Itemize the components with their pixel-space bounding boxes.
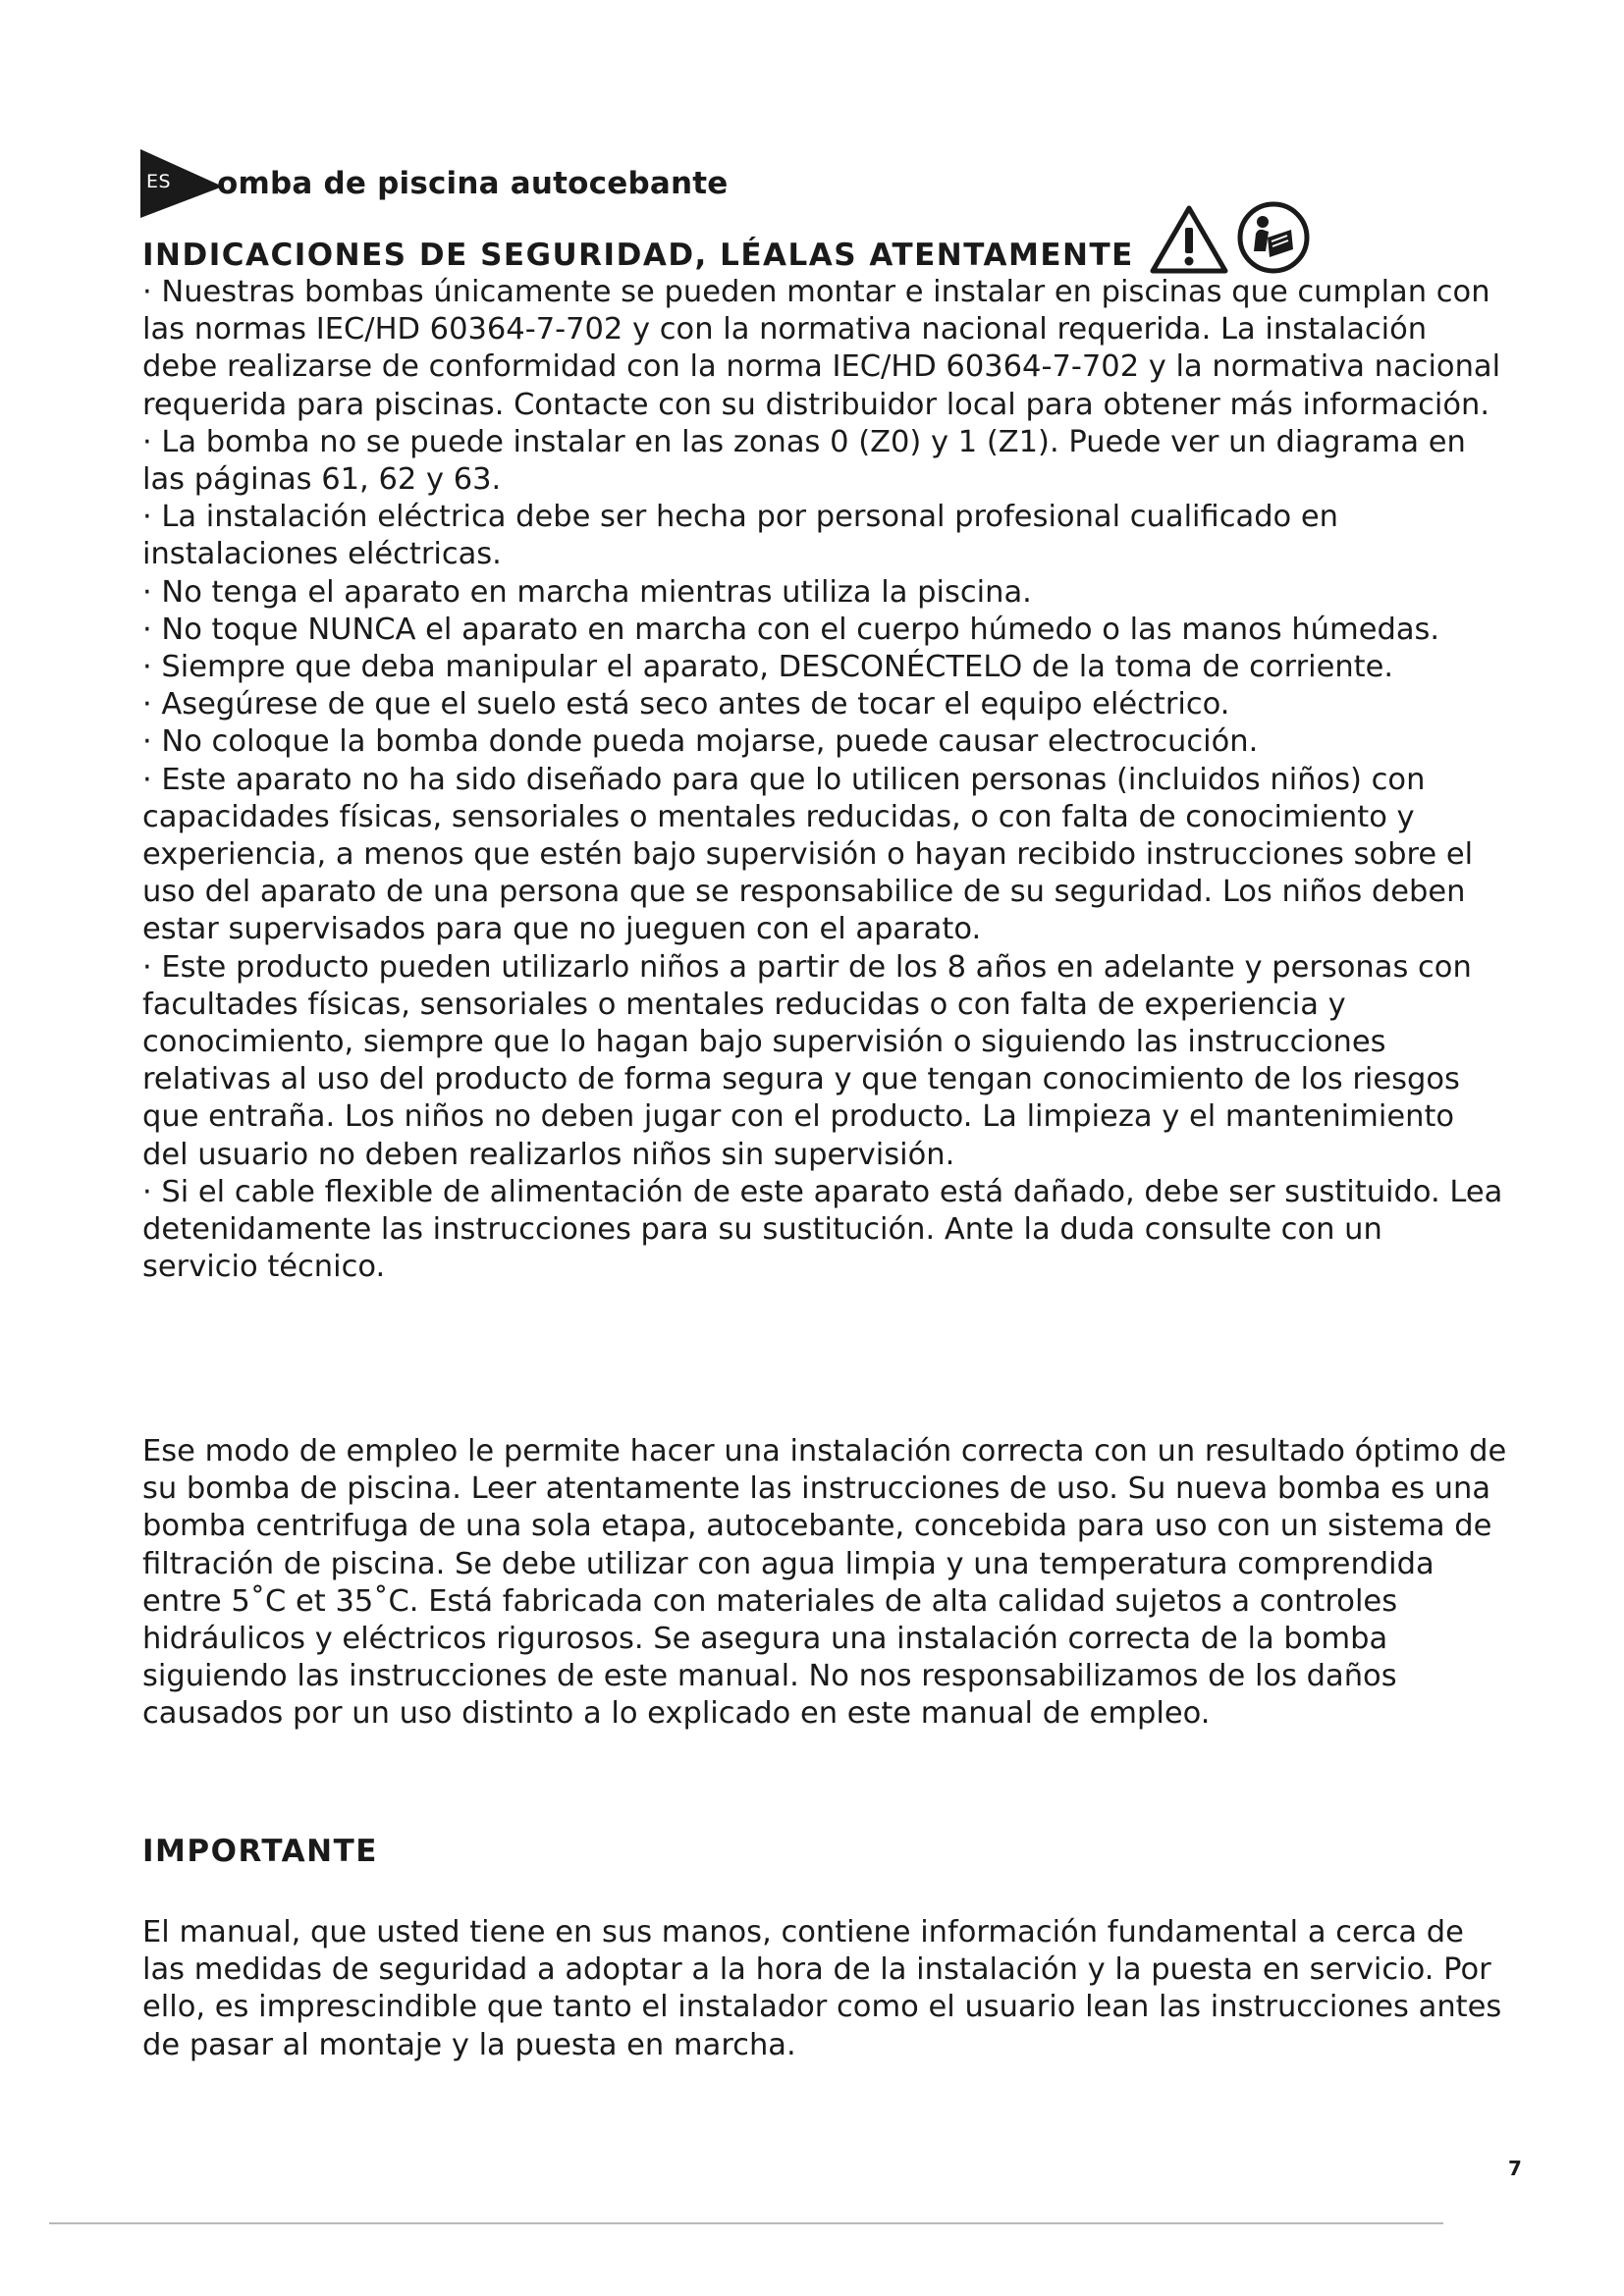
safety-heading: INDICACIONES DE SEGURIDAD, LÉALAS ATENTAMENTE xyxy=(142,238,1134,273)
language-code: ES xyxy=(146,171,172,192)
safety-item: · Siempre que deba manipular el aparato, DESCONÉCTELO de la toma de corriente. xyxy=(142,650,1394,685)
read-manual-icon xyxy=(1236,200,1311,275)
safety-item: · No coloque la bomba donde pueda mojarse, puede causar electrocución. xyxy=(142,724,1259,760)
safety-item: · No toque NUNCA el aparato en marcha con el cuerpo húmedo o las manos húmedas. xyxy=(142,612,1440,647)
safety-item: · No tenga el aparato en marcha mientras utiliza la piscina. xyxy=(142,574,1032,610)
safety-icons xyxy=(1150,200,1311,275)
safety-item: · Este producto pueden utilizarlo niños a partir de los 8 años en adelante y personas con facultades físicas, sensoriales o mentales reducidas o con falta de experiencia y conocimiento, siempre que lo hagan bajo supervisión o siguiendo las instrucciones relativas al uso del producto de forma segura y que tengan conocimiento de los riesgos que entraña. Los niños no deben jugar con el producto. La limpieza y el mantenimiento del usuario no deben realizarlos niños sin supervisión. xyxy=(142,949,1472,1172)
safety-item: · Nuestras bombas únicamente se pueden montar e instalar en piscinas que cumplan con las normas IEC/HD 60364-7-702 y con la normativa nacional requerida. La instalación debe realizarse de conformidad con la norma IEC/HD 60364-7-702 y la normativa nacional requerida para piscinas. Contacte con su distribuidor local para obtener más información. xyxy=(142,275,1501,422)
safety-item: · Este aparato no ha sido diseñado para que lo utilicen personas (incluidos niños) con capacidades físicas, sensoriales o mentales reducidas, o con falta de conocimiento y experiencia, a menos que estén bajo supervisión o hayan recibido instrucciones sobre el uso del aparato de una persona que se responsabilice de su seguridad. Los niños deben estar supervisados para que no jueguen con el aparato. xyxy=(142,762,1474,947)
warning-triangle-icon xyxy=(1150,204,1228,275)
safety-item: · Si el cable ﬂexible de alimentación de este aparato está dañado, debe ser sustituido. Lea detenidamente las instrucciones para su sustitución. Ante la duda consulte con un servicio técnico. xyxy=(142,1174,1503,1285)
safety-heading-row xyxy=(142,192,1321,275)
important-paragraph: El manual, que usted tiene en sus manos, contiene información fundamental a cerca de las medidas de seguridad a adoptar a la hora de la instalación y la puesta en servicio. Por ello, es imprescindible que tanto el instalador como el usuario lean las instrucciones antes de pasar al montaje y la puesta en marcha. xyxy=(142,1915,1502,2062)
important-heading: IMPORTANTE xyxy=(142,1834,378,1869)
document-title: omba de piscina autocebante xyxy=(217,166,729,201)
safety-item: · La bomba no se puede instalar en las zonas 0 (Z0) y 1 (Z1). Puede ver un diagrama en las páginas 61, 62 y 63. xyxy=(142,424,1466,498)
safety-item: · Asegúrese de que el suelo está seco antes de tocar el equipo eléctrico. xyxy=(142,687,1230,722)
intro-paragraph: Ese modo de empleo le permite hacer una instalación correcta con un resultado óptimo de su bomba de piscina. Leer atentamente las instrucciones de uso. Su nueva bomba es una bomba centrifuga de una sola etapa, autocebante, concebida para uso con un sistema de filtración de piscina. Se debe utilizar con agua limpia y una temperatura comprendida entre 5˚C et 35˚C. Está fabricada con materiales de alta calidad sujetos a controles hidráulicos y eléctricos rigurosos. Se asegura una instalación correcta de la bomba siguiendo las instrucciones de este manual. No nos responsabilizamos de los daños causados por un uso distinto a lo explicado en este manual de empleo. xyxy=(142,1434,1507,1732)
intro-section xyxy=(142,1433,1507,1734)
footer-divider xyxy=(49,2222,1443,2224)
page-number: 7 xyxy=(1508,2157,1522,2180)
safety-instructions xyxy=(142,274,1507,1286)
safety-item: · La instalación eléctrica debe ser hecha por personal profesional cualificado en instalaciones eléctricas. xyxy=(142,500,1339,572)
important-section xyxy=(142,1914,1507,2064)
